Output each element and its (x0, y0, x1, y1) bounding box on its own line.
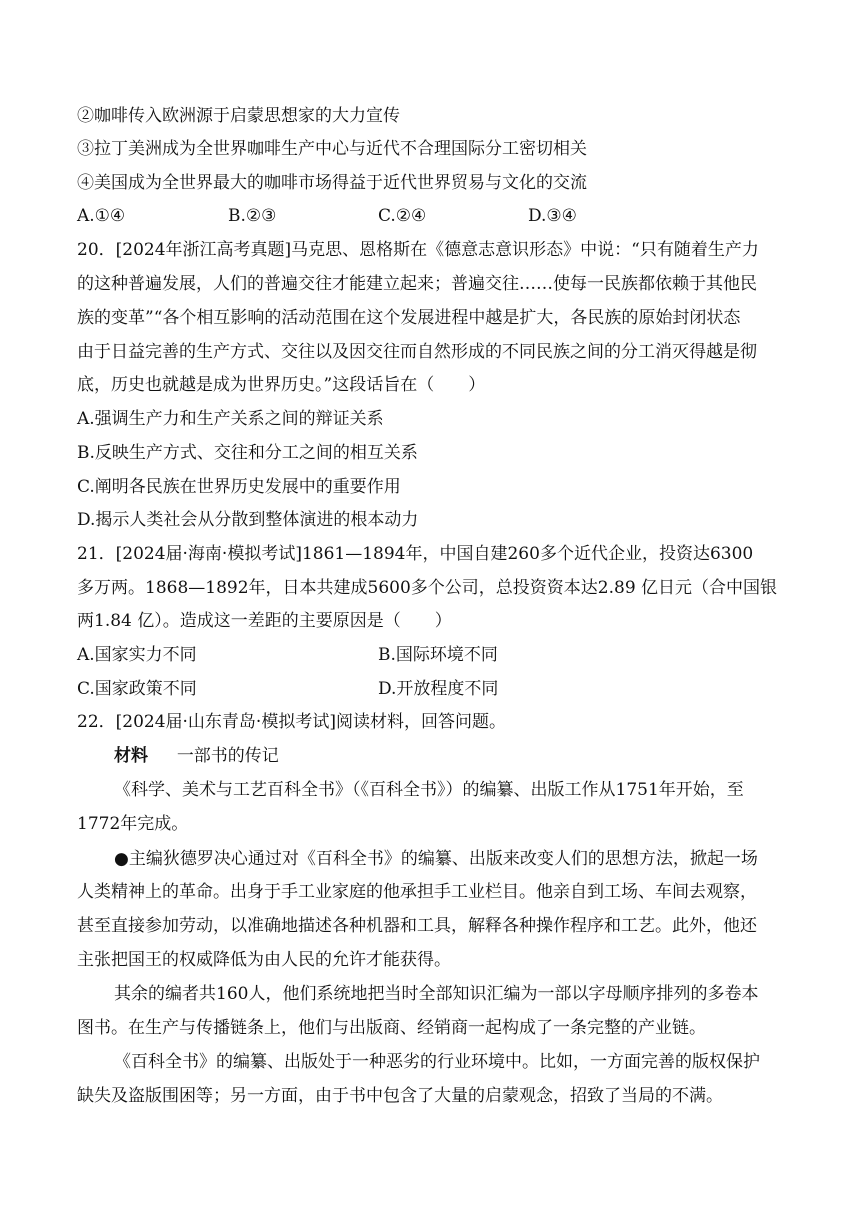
material-para-1-line-2: 1772年完成。 (77, 814, 189, 834)
q19-option-b: B.②③ (228, 206, 277, 226)
material-para-2-line-2: 人类精神上的革命。出身于手工业家庭的他承担手工业栏目。他亲自到工场、车间去观察， (77, 882, 757, 902)
q21-option-a: A.国家实力不同 (77, 645, 197, 665)
q19-option-a: A.①④ (77, 206, 126, 226)
q21-stem-line-2: 多万两。1868—1892年，日本共建成5600多个公司，总投资资本达2.89 亿日元（合中国银 (77, 578, 778, 598)
q19-option-d: D.③④ (528, 206, 577, 226)
q20-stem-line-4: 由于日益完善的生产方式、交往以及因交往而自然形成的不同民族之间的分工消灭得越是彻 (77, 342, 757, 362)
q20-option-d: D.揭示人类社会从分散到整体演进的根本动力 (77, 510, 419, 530)
material-para-2-line-4: 主张把国王的权威降低为由人民的允许才能获得。 (77, 950, 451, 970)
q19-item-2: ②咖啡传入欧洲源于启蒙思想家的大力宣传 (77, 106, 400, 126)
q22-header: 22．[2024届·山东青岛·模拟考试]阅读材料，回答问题。 (77, 712, 506, 732)
material-title: 一部书的传记 (176, 746, 279, 766)
material-para-2-line-1: ●主编狄德罗决心通过对《百科全书》的编纂、出版来改变人们的思想方法，掀起一场 (114, 849, 758, 869)
q20-stem-line-2: 的这种普遍发展，人们的普遍交往才能建立起来；普遍交往……使每一民族都依赖于其他民 (77, 274, 757, 294)
q19-item-4: ④美国成为全世界最大的咖啡市场得益于近代世界贸易与文化的交流 (77, 173, 587, 193)
material-para-4-line-1: 《百科全书》的编纂、出版处于一种恶劣的行业环境中。比如，一方面完善的版权保护 (114, 1052, 760, 1072)
material-label: 材料 (114, 746, 148, 766)
q19-option-c: C.②④ (378, 206, 427, 226)
q20-option-a: A.强调生产力和生产关系之间的辩证关系 (77, 409, 384, 429)
material-para-2-line-3: 甚至直接参加劳动，以准确地描述各种机器和工具，解释各种操作程序和工艺。此外，他还 (77, 916, 757, 936)
q21-stem-line-3: 两1.84 亿）。造成这一差距的主要原因是（ ） (77, 611, 452, 631)
q21-option-d: D.开放程度不同 (378, 679, 499, 699)
q20-option-c: C.阐明各民族在世界历史发展中的重要作用 (77, 477, 401, 497)
q20-stem-line-1: 20．[2024年浙江高考真题]马克思、恩格斯在《德意志意识形态》中说：“只有随着生产力 (77, 240, 759, 260)
q20-stem-line-5: 底，历史也就越是成为世界历史。”这段话旨在（ ） (77, 375, 486, 395)
q21-option-c: C.国家政策不同 (77, 679, 197, 699)
q21-stem-line-1: 21．[2024届·海南·模拟考试]1861—1894年，中国自建260多个近代企业，投资达6300 (77, 544, 754, 564)
material-para-1-line-1: 《科学、美术与工艺百科全书》（《百科全书》）的编纂、出版工作从1751年开始，至 (114, 780, 744, 800)
material-para-4-line-2: 缺失及盗版围困等；另一方面，由于书中包含了大量的启蒙观念，招致了当局的不满。 (77, 1086, 723, 1106)
q19-item-3: ③拉丁美洲成为全世界咖啡生产中心与近代不合理国际分工密切相关 (77, 139, 587, 159)
q22-material-heading (114, 743, 794, 769)
material-para-3-line-2: 图书。在生产与传播链条上，他们与出版商、经销商一起构成了一条完整的产业链。 (77, 1018, 706, 1038)
material-para-3-line-1: 其余的编者共160人，他们系统地把当时全部知识汇编为一部以字母顺序排列的多卷本 (114, 984, 759, 1004)
q20-option-b: B.反映生产方式、交往和分工之间的相互关系 (77, 443, 418, 463)
q20-stem-line-3: 族的变革”“各个相互影响的活动范围在这个发展进程中越是扩大，各民族的原始封闭状态 (77, 308, 741, 328)
q21-option-b: B.国际环境不同 (378, 645, 498, 665)
